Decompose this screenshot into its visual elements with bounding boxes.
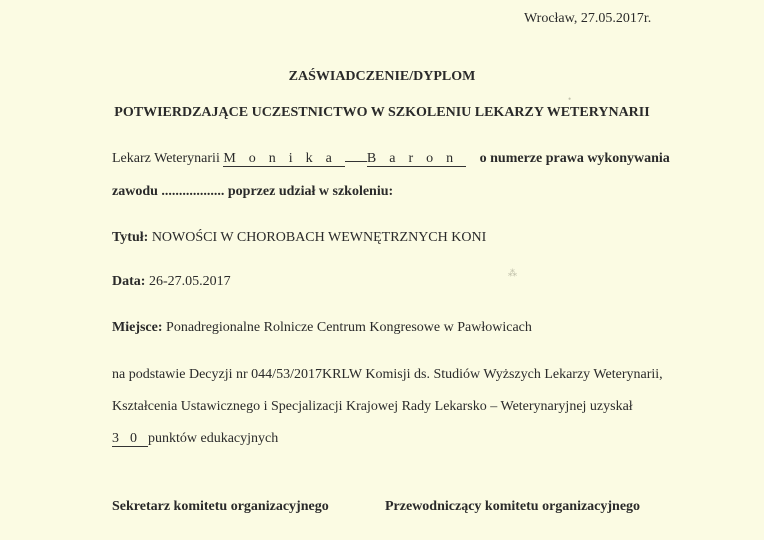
decision-text-line1: na podstawie Decyzji nr 044/53/2017KRLW Komisji ds. Studiów Wyższych Lekarzy Weterynarii, [112,367,663,382]
scan-speck: ⁂ [508,268,517,278]
participant-last-name: Baron [366,151,467,166]
training-place-label: Miejsce: [112,320,163,335]
training-date-label: Data: [112,274,146,289]
training-place-value: Ponadregionalne Rolnicze Centrum Kongresowe w Pawłowicach [166,320,532,335]
training-place-line [112,319,532,337]
certificate-subtitle: POTWIERDZAJĄCE UCZESTNICTWO W SZKOLENIU LEKARZY WETERYNARII [114,105,650,120]
certificate-title: ZAŚWIADCZENIE/DYPLOM [288,69,476,84]
scan-speck: • [568,94,572,104]
participant-first-name: Monika [223,151,345,166]
participant-prefix: Lekarz Weterynarii [112,151,220,166]
training-date-line [112,273,231,291]
training-title-value: NOWOŚCI W CHOROBACH WEWNĘTRZNYCH KONI [151,230,487,245]
training-title-label: Tytuł: [112,230,149,245]
participant-line [112,150,670,168]
decision-text-line2: Kształcenia Ustawicznego i Specjalizacji Krajowej Rady Lekarsko – Weterynaryjnej uzyskał [112,399,633,414]
signature-chairman: Przewodniczący komitetu organizacyjnego [385,499,641,514]
points-label: punktów edukacyjnych [148,431,279,446]
points-line [112,430,278,448]
training-date-value: 26-27.05.2017 [148,274,231,289]
license-label: o numerze prawa wykonywania [479,151,670,166]
signature-secretary: Sekretarz komitetu organizacyjnego [112,499,329,514]
place-date: Wrocław, 27.05.2017r. [524,11,652,26]
points-value: 30 [112,431,148,446]
participation-line: zawodu .................. poprzez udział w szkoleniu: [112,184,394,199]
training-title-line [112,229,486,247]
